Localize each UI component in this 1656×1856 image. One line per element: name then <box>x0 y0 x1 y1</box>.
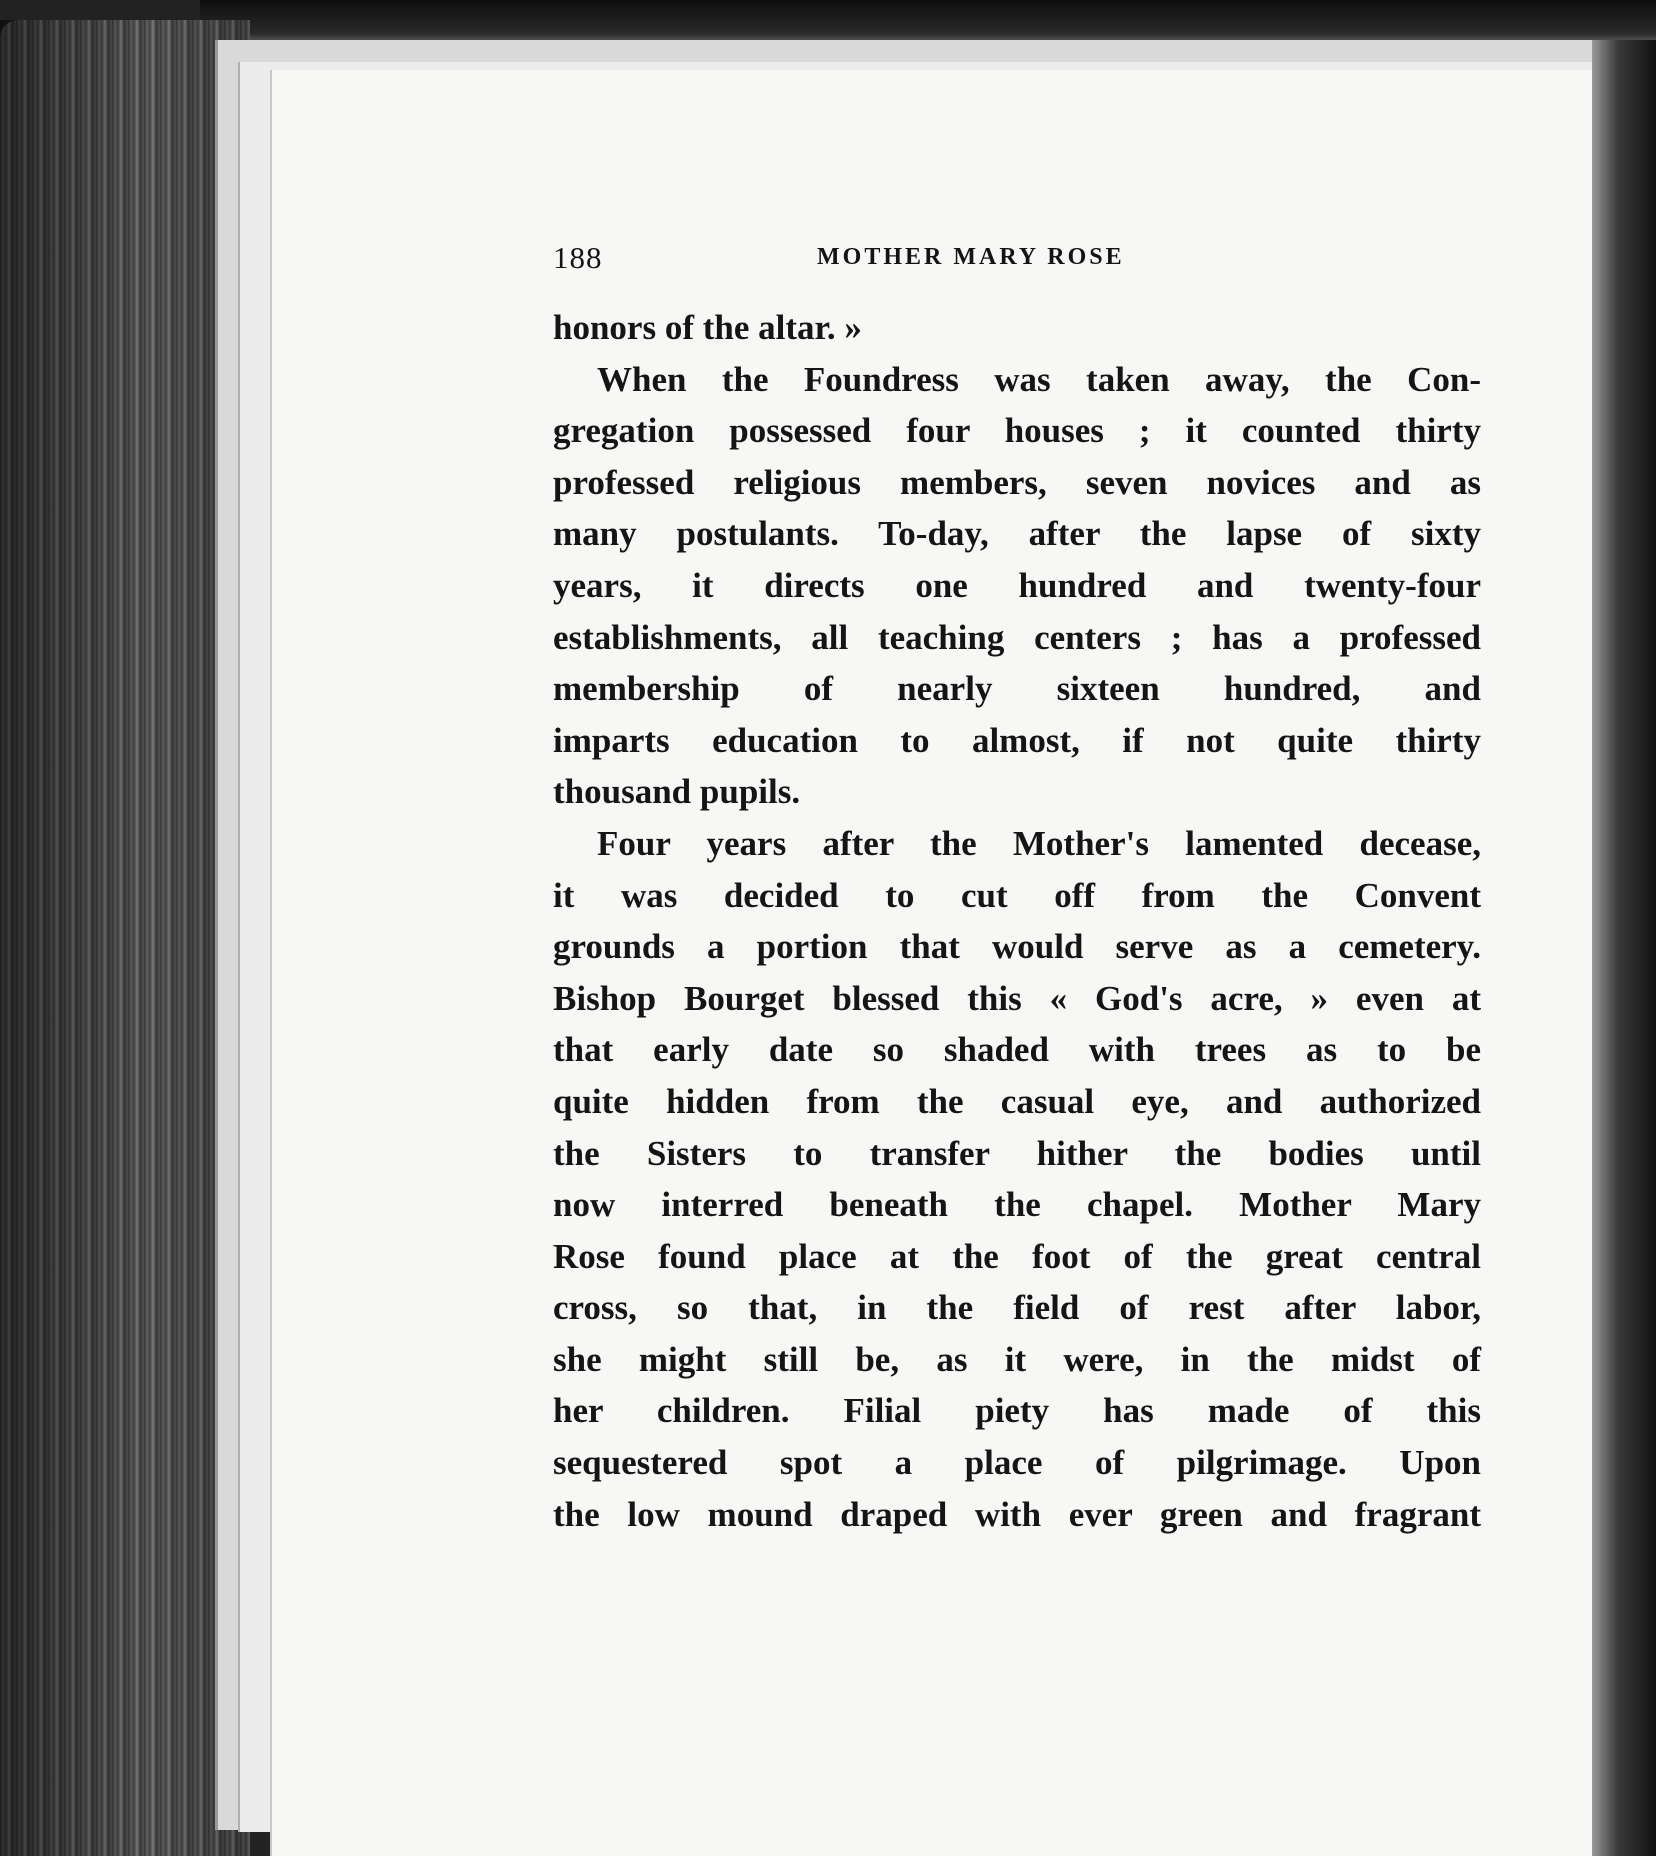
text-line: years, it directs one hundred and twenty-four <box>553 565 1481 605</box>
running-title: MOTHER MARY ROSE <box>817 244 1125 270</box>
book-right-edge <box>1592 40 1656 1856</box>
text-line: When the Foundress was taken away, the Con- <box>597 359 1481 399</box>
text-line: quite hidden from the casual eye, and authorized <box>553 1081 1481 1121</box>
text-line: she might still be, as it were, in the midst of <box>553 1339 1481 1379</box>
text-line: the Sisters to transfer hither the bodies until <box>553 1133 1481 1173</box>
text-line: it was decided to cut off from the Convent <box>553 875 1481 915</box>
text-line: membership of nearly sixteen hundred, and <box>553 669 1481 709</box>
text-line: many postulants. To-day, after the lapse of sixty <box>553 514 1481 554</box>
text-line: imparts education to almost, if not quite thirty <box>553 720 1481 760</box>
page-edges-stack <box>0 20 250 1856</box>
text-line: establishments, all teaching centers ; has a professed <box>553 617 1481 657</box>
text-line: thousand pupils. <box>553 772 801 812</box>
text-line: Rose found place at the foot of the great central <box>553 1236 1481 1276</box>
text-line: sequestered spot a place of pilgrimage. Upon <box>553 1443 1481 1483</box>
running-head <box>553 240 1213 284</box>
edges-shade <box>0 20 250 1856</box>
text-line: grounds a portion that would serve as a cemetery. <box>553 927 1481 967</box>
text-line: cross, so that, in the field of rest after labor, <box>553 1288 1481 1328</box>
text-line: the low mound draped with ever green and fragrant <box>553 1494 1481 1534</box>
text-line: now interred beneath the chapel. Mother Mary <box>553 1185 1481 1225</box>
text-line: Four years after the Mother's lamented decease, <box>597 823 1481 863</box>
text-line: that early date so shaded with trees as to be <box>553 1030 1481 1070</box>
text-line: professed religious members, seven novices and as <box>553 462 1481 502</box>
text-line: her children. Filial piety has made of this <box>553 1391 1481 1431</box>
page-number: 188 <box>553 240 603 275</box>
text-line: gregation possessed four houses ; it counted thirty <box>553 411 1481 451</box>
text-line: honors of the altar. » <box>553 308 862 347</box>
text-line: Bishop Bourget blessed this « God's acre, » even at <box>553 978 1481 1018</box>
body-text <box>553 302 1481 1540</box>
